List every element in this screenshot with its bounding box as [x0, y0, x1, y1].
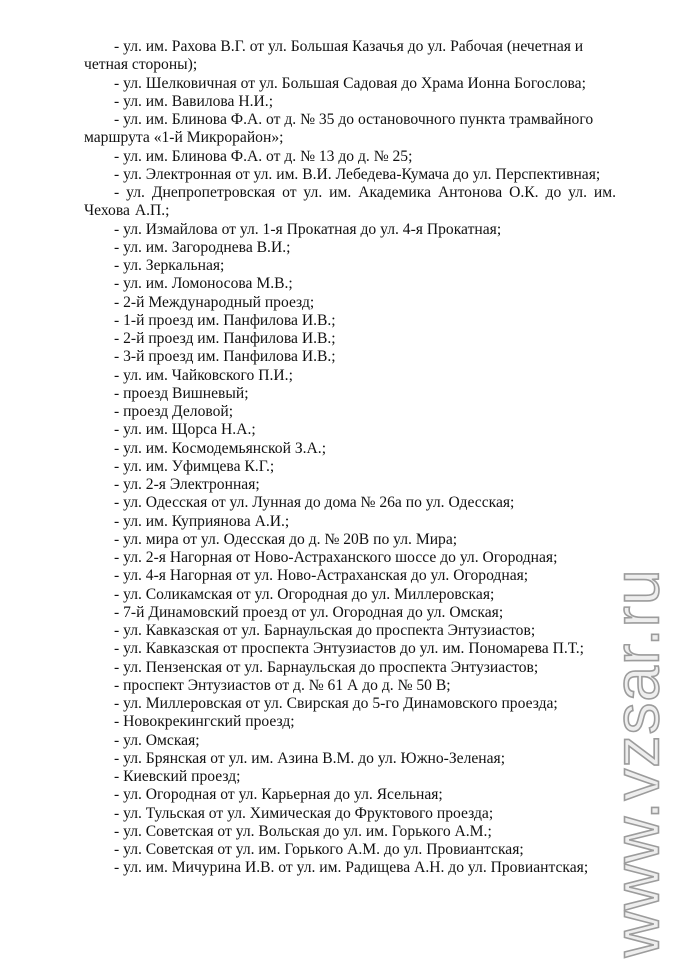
list-item: - 7-й Динамовский проезд от ул. Огородная до ул. Омская; [114, 603, 504, 621]
list-item: - ул. им. Чайковского П.И.; [114, 366, 293, 384]
list-item: - ул. Одесская от ул. Лунная до дома № 26а по ул. Одесская; [114, 494, 515, 512]
list-item: - ул. Советская от ул. им. Горького А.М. до ул. Провиантская; [114, 841, 524, 858]
list-item: - 1-й проезд им. Панфилова И.В.; [114, 311, 336, 329]
list-item: - ул. Миллеровская от ул. Свирская до 5-го Динамовского проезда; [114, 695, 558, 712]
list-item: - ул. им. Рахова В.Г. от ул. Большая Казачья до ул. Рабочая (нечетная и четная стороны); [84, 38, 584, 74]
list-item: - ул. Измайлова от ул. 1-я Прокатная до ул. 4-я Прокатная; [114, 220, 502, 238]
list-item: - ул. им. Куприянова А.И.; [114, 512, 290, 530]
list-item: - проезд Вишневый; [114, 384, 249, 402]
watermark-text: www.vzsar.ru [600, 568, 672, 957]
list-item: - ул. им. Уфимцева К.Г.; [114, 457, 275, 475]
list-item: - ул. Соликамская от ул. Огородная до ул. Миллеровская; [114, 585, 495, 603]
list-item: - ул. Советская от ул. Вольская до ул. им. Горького А.М.; [114, 822, 492, 840]
list-item: - ул. Брянская от ул. им. Азина В.М. до ул. Южно-Зеленая; [114, 749, 506, 767]
list-item: - проспект Энтузиастов от д. № 61 А до д. № 50 В; [114, 676, 451, 694]
list-item: - ул. им. Блинова Ф.А. от д. № 35 до остановочного пункта трамвайного маршрута «1-й Микрорайон»; [84, 111, 594, 147]
list-item: - ул. им. Космодемьянской З.А.; [114, 439, 327, 457]
list-item: - ул. им. Загороднева В.И.; [114, 238, 291, 256]
list-item: - ул. Огородная от ул. Карьерная до ул. Ясельная; [114, 786, 443, 804]
list-item: - ул. им. Щорса Н.А.; [114, 421, 256, 439]
list-item: - ул. Зеркальная; [114, 257, 225, 274]
list-item: - ул. им. Блинова Ф.А. от д. № 13 до д. № 25; [114, 147, 413, 165]
list-item: - ул. им. Мичурина И.В. от ул. им. Радищева А.Н. до ул. Провиантская; [114, 859, 589, 877]
list-item: - ул. Тульская от ул. Химическая до Фруктового проезда; [114, 804, 494, 822]
list-item: - ул. Днепропетровская от ул. им. Академика Антонова О.К. до ул. им. Чехова А.П.; [84, 184, 616, 220]
watermark [600, 568, 672, 957]
list-item: - ул. Шелковичная от ул. Большая Садовая до Храма Ионна Богослова; [114, 74, 586, 92]
list-item: - ул. мира от ул. Одесская до д. № 20В по ул. Мира; [114, 530, 458, 548]
list-item: - проезд Деловой; [114, 403, 234, 420]
list-item: - ул. 2-я Электронная; [114, 476, 260, 493]
list-item: - ул. Кавказская от ул. Барнаульская до проспекта Энтузиастов; [114, 622, 536, 639]
list-item: - 2-й проезд им. Панфилова И.В.; [114, 330, 336, 347]
list-item: - Новокрекингский проезд; [114, 713, 295, 731]
list-item: - ул. 2-я Нагорная от Ново-Астраханского шоссе до ул. Огородная; [114, 549, 558, 566]
street-list [84, 38, 616, 878]
list-item: - ул. Электронная от ул. им. В.И. Лебедева-Кумача до ул. Перспективная; [114, 165, 601, 183]
list-item: - ул. Пензенская от ул. Барнаульская до проспекта Энтузиастов; [114, 658, 539, 676]
list-item: - 2-й Международный проезд; [114, 293, 315, 311]
list-item: - Киевский проезд; [114, 768, 241, 785]
list-item: - ул. Омская; [114, 731, 200, 749]
list-item: - 3-й проезд им. Панфилова И.В.; [114, 348, 336, 366]
list-item: - ул. им. Ломоносова М.В.; [114, 275, 293, 293]
list-item: - ул. Кавказская от проспекта Энтузиастов до ул. им. Пономарева П.Т.; [114, 640, 584, 658]
list-item: - ул. им. Вавилова Н.И.; [114, 92, 274, 110]
list-item: - ул. 4-я Нагорная от ул. Ново-Астраханская до ул. Огородная; [114, 567, 529, 585]
